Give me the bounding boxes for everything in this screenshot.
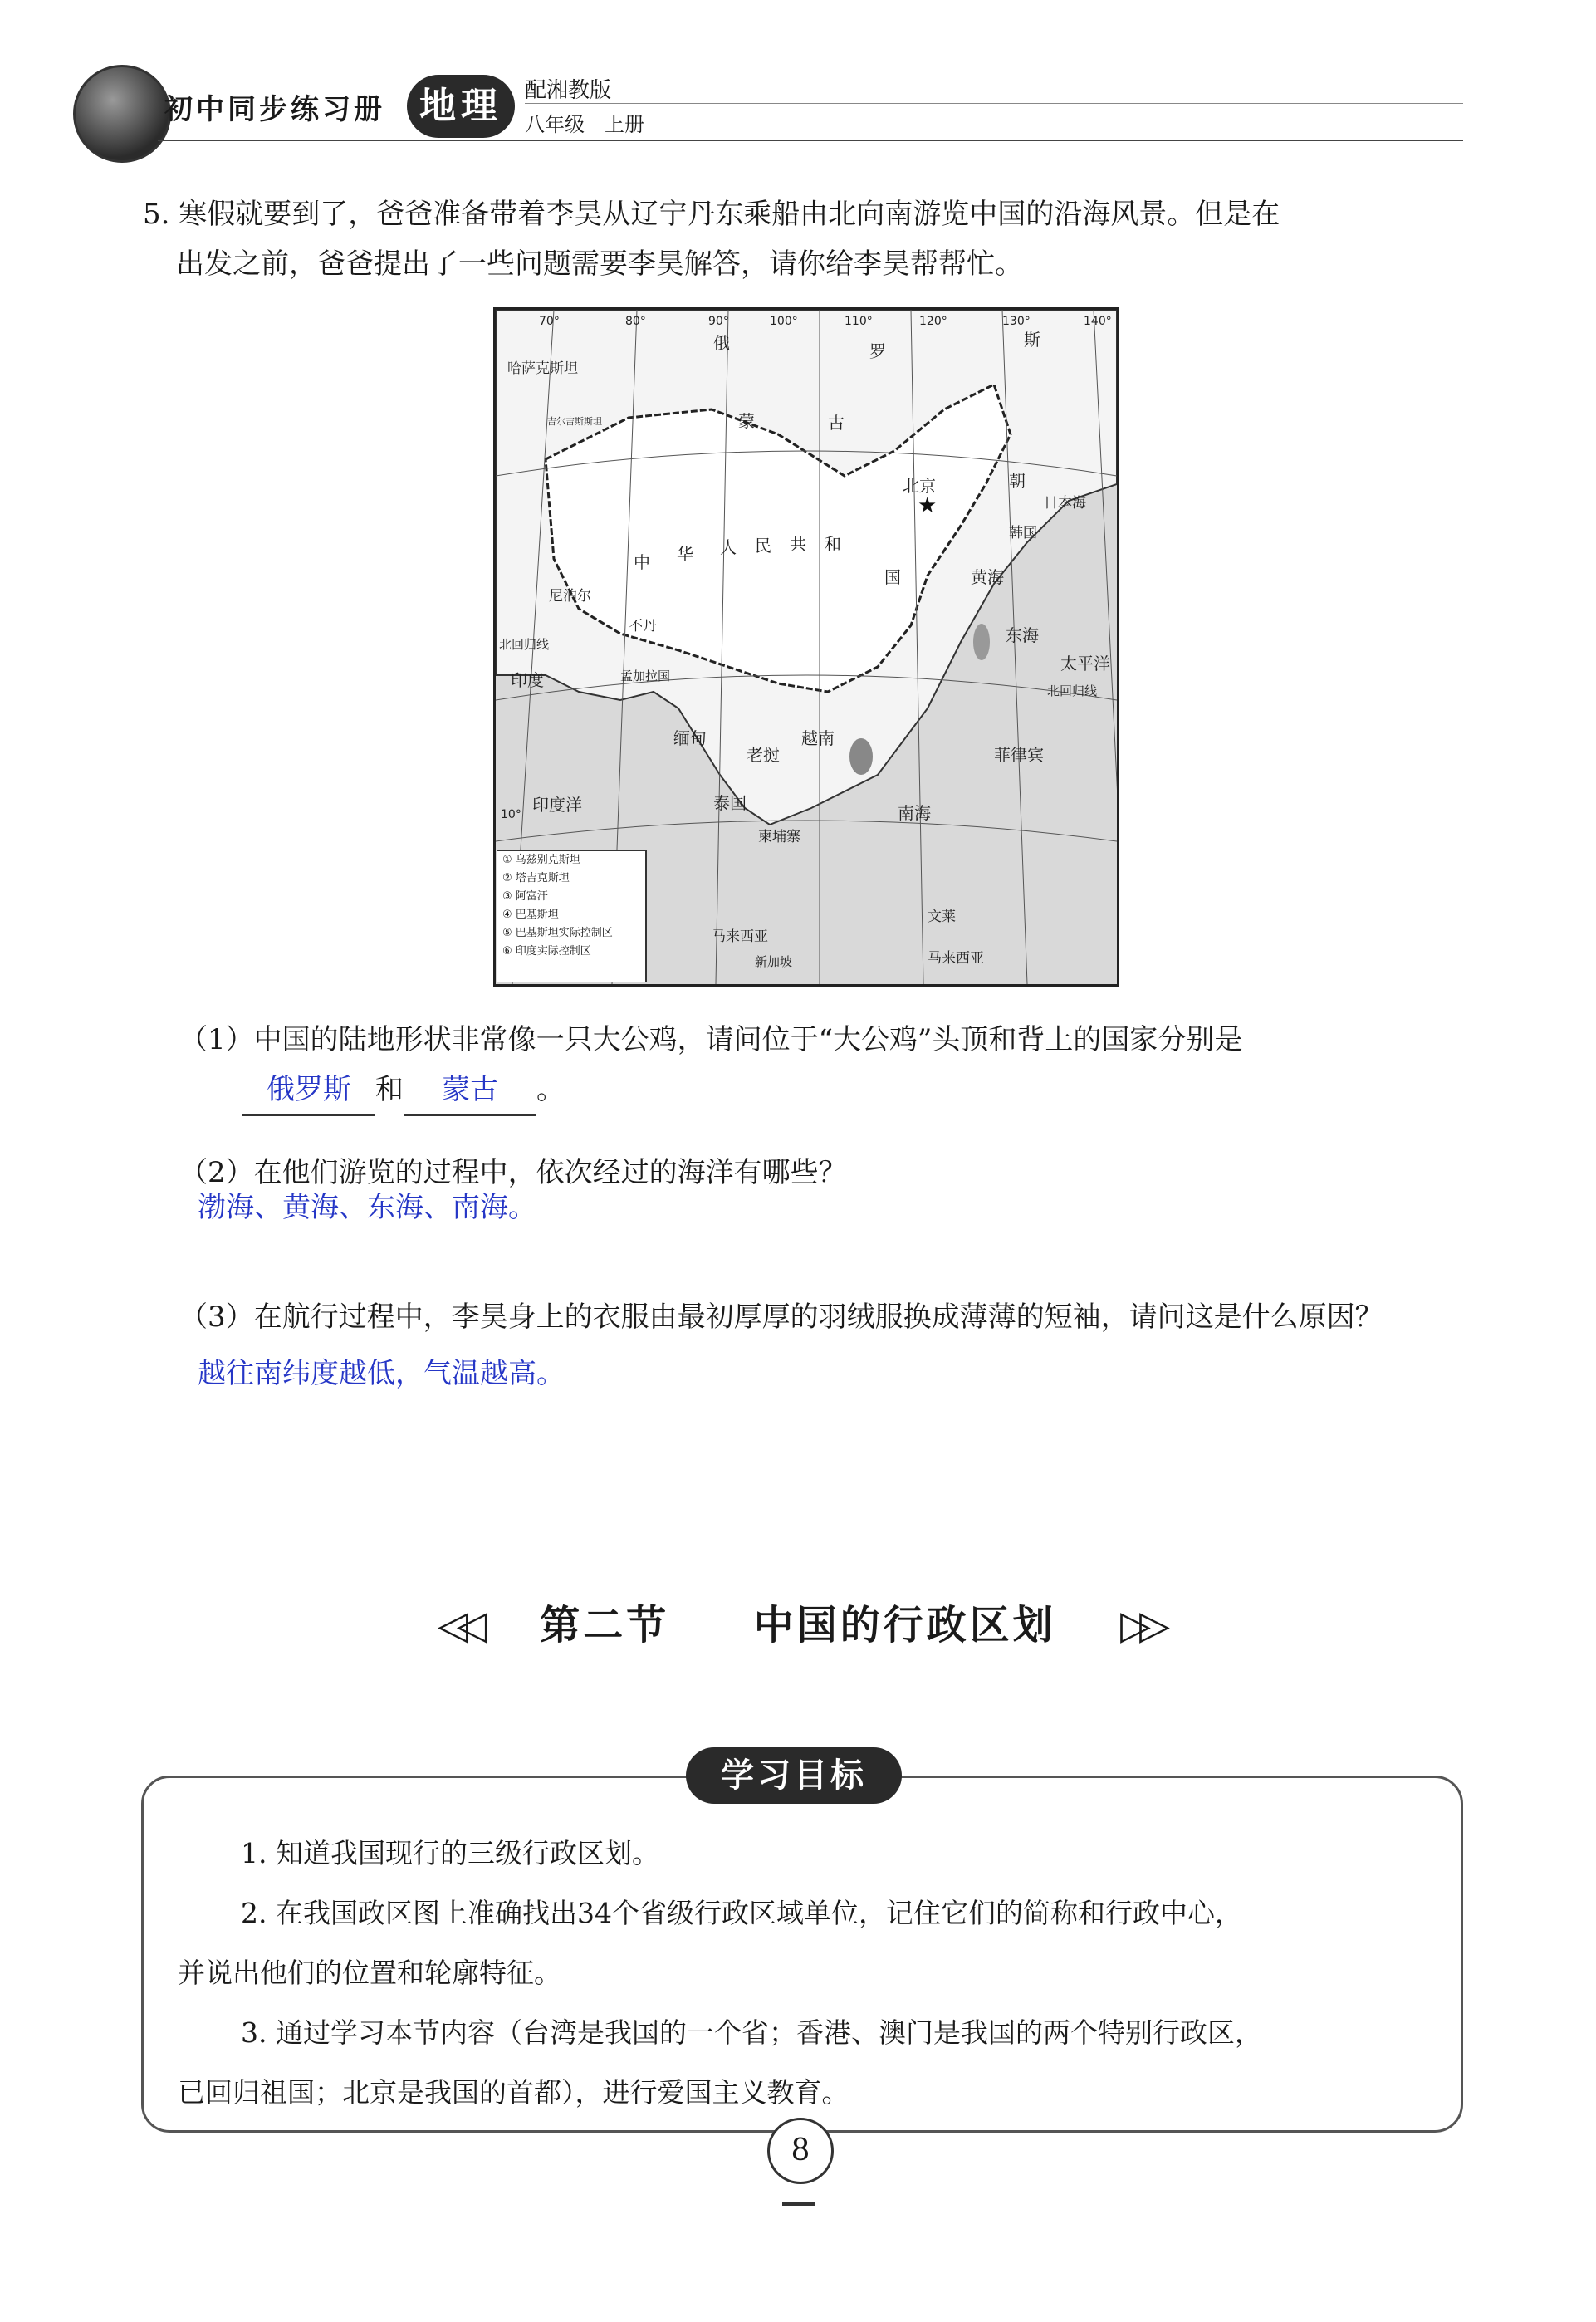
series-title: 初中同步练习册 [164, 93, 385, 126]
learning-goals-tab: 学习目标 [686, 1747, 902, 1804]
left-arrow-icon: ◁◁ [438, 1602, 476, 1648]
globe-stand-icon [782, 2186, 815, 2206]
label-pacific: 太平洋 [1060, 654, 1110, 674]
question-5 [143, 189, 1471, 289]
label-bangladesh: 孟加拉国 [620, 669, 671, 683]
lon-140: 140° [1084, 315, 1112, 328]
label-china-6: 和 [825, 534, 841, 554]
label-tropic-left: 北回归线 [499, 637, 550, 652]
label-cambodia: 柬埔寨 [758, 829, 800, 845]
map-legend [497, 850, 647, 982]
goal-item-2-line1: 2. 在我国政区图上准确找出34个省级行政区域单位，记住它们的简称和行政中心， [241, 1897, 1242, 1929]
label-vietnam: 越南 [801, 728, 835, 748]
section-heading [0, 1593, 1596, 1650]
label-philippines: 菲律宾 [994, 745, 1044, 765]
goal-item-1: 1. 知道我国现行的三级行政区划。 [241, 1837, 659, 1869]
legend-item: ② 塔吉克斯坦 [502, 872, 570, 884]
section-number: 第二节 [540, 1602, 670, 1648]
label-east-sea: 东海 [1006, 625, 1039, 645]
sub-question-2: （2）在他们游览的过程中，依次经过的海洋有哪些？ [179, 1156, 847, 1189]
label-yellow-sea: 黄海 [971, 567, 1004, 587]
legend-item: ④ 巴基斯坦 [502, 909, 559, 921]
label-laos: 老挝 [747, 745, 780, 765]
lon-120: 120° [919, 315, 947, 328]
lon-90: 90° [708, 315, 729, 328]
sub-question-1: （1）中国的陆地形状非常像一只大公鸡，请问位于“大公鸡”头顶和背上的国家分别是 [179, 1023, 1243, 1056]
label-korea-south: 韩国 [1009, 525, 1037, 541]
lon-100: 100° [770, 315, 798, 328]
answer-blank-1[interactable] [242, 1065, 375, 1116]
label-china-1: 中 [634, 552, 650, 572]
lon-80: 80° [625, 315, 646, 328]
label-beijing: 北京 [903, 476, 936, 496]
legend-item: ① 乌兹别克斯坦 [502, 854, 580, 866]
label-brunei: 文莱 [928, 909, 956, 925]
goal-item-3-line2: 已回归祖国；北京是我国的首都），进行爱国主义教育。 [178, 2076, 849, 2109]
sentence-end: 。 [536, 1073, 565, 1106]
legend-item: ⑥ 印度实际控制区 [502, 945, 591, 958]
label-singapore: 新加坡 [755, 954, 793, 969]
label-mongolia-2: 古 [828, 413, 845, 433]
label-india: 印度 [511, 670, 544, 690]
answer-mongolia: 蒙古 [442, 1073, 498, 1106]
goal-item-3-line1: 3. 通过学习本节内容（台湾是我国的一个省；香港、澳门是我国的两个特别行政区， [241, 2016, 1262, 2049]
lon-70: 70° [539, 315, 560, 328]
section-title: 中国的行政区划 [753, 1602, 1056, 1648]
label-korea-north: 朝 [1009, 471, 1026, 491]
taiwan-island [973, 624, 990, 660]
hainan-island [849, 738, 873, 775]
label-myanmar: 缅甸 [673, 728, 707, 748]
sub-question-3-answer: 越往南纬度越低，气温越高。 [198, 1357, 565, 1390]
label-kazakhstan: 哈萨克斯坦 [507, 360, 578, 377]
label-china-5: 共 [790, 534, 806, 554]
lat-10: 10° [501, 808, 521, 821]
label-malaysia-east: 马来西亚 [928, 950, 984, 967]
label-thailand: 泰国 [713, 793, 747, 813]
right-arrow-icon: ▷▷ [1120, 1602, 1158, 1648]
legend-item: ⑤ 巴基斯坦实际控制区 [502, 927, 613, 939]
question-5-line2: 出发之前，爸爸提出了一些问题需要李昊解答，请你给李昊帮帮忙。 [176, 247, 1023, 281]
label-russia-3: 斯 [1024, 330, 1040, 350]
sub-question-1-answer-line [242, 1065, 565, 1116]
header-divider-thin [525, 103, 1463, 104]
grade-label: 八年级 上册 [525, 113, 644, 136]
east-asia-map [493, 307, 1119, 987]
answer-blank-2[interactable] [404, 1065, 536, 1116]
edition-label: 配湘教版 [525, 78, 612, 103]
question-5-line1: 5. 寒假就要到了，爸爸准备带着李昊从辽宁丹东乘船由北向南游览中国的沿海风景。但是在 [143, 198, 1280, 231]
lon-130: 130° [1002, 315, 1031, 328]
sub-question-2-answer: 渤海、黄海、东海、南海。 [198, 1191, 536, 1224]
label-malaysia-west: 马来西亚 [712, 928, 768, 945]
label-mongolia-1: 蒙 [738, 411, 755, 431]
header-divider [158, 140, 1463, 141]
lon-110: 110° [845, 315, 873, 328]
conjunction-and: 和 [375, 1073, 404, 1106]
label-russia-2: 罗 [869, 341, 886, 361]
label-indian-ocean: 印度洋 [532, 795, 582, 815]
goal-item-2-line2: 并说出他们的位置和轮廓特征。 [178, 1957, 561, 1989]
label-china-3: 人 [720, 537, 737, 557]
label-kyrgyzstan: 吉尔吉斯斯坦 [547, 416, 602, 427]
globe-logo-icon [73, 65, 171, 163]
label-china-7: 国 [884, 567, 901, 587]
label-japan-sea: 日本海 [1044, 495, 1086, 512]
label-bhutan: 不丹 [629, 618, 657, 634]
subject-badge: 地理 [407, 75, 515, 138]
label-russia-1: 俄 [713, 333, 730, 353]
answer-russia: 俄罗斯 [267, 1073, 351, 1106]
label-nepal: 尼泊尔 [549, 588, 591, 605]
beijing-star-icon: ★ [918, 493, 938, 518]
legend-item: ③ 阿富汗 [502, 890, 548, 903]
page-number: 8 [767, 2118, 834, 2184]
label-tropic-right: 北回归线 [1047, 683, 1098, 698]
sub-question-3: （3）在航行过程中，李昊身上的衣服由最初厚厚的羽绒服换成薄薄的短袖，请问这是什么原因？ [179, 1301, 1383, 1334]
label-china-4: 民 [755, 536, 771, 556]
label-china-2: 华 [677, 544, 693, 564]
label-south-sea: 南海 [898, 803, 931, 823]
